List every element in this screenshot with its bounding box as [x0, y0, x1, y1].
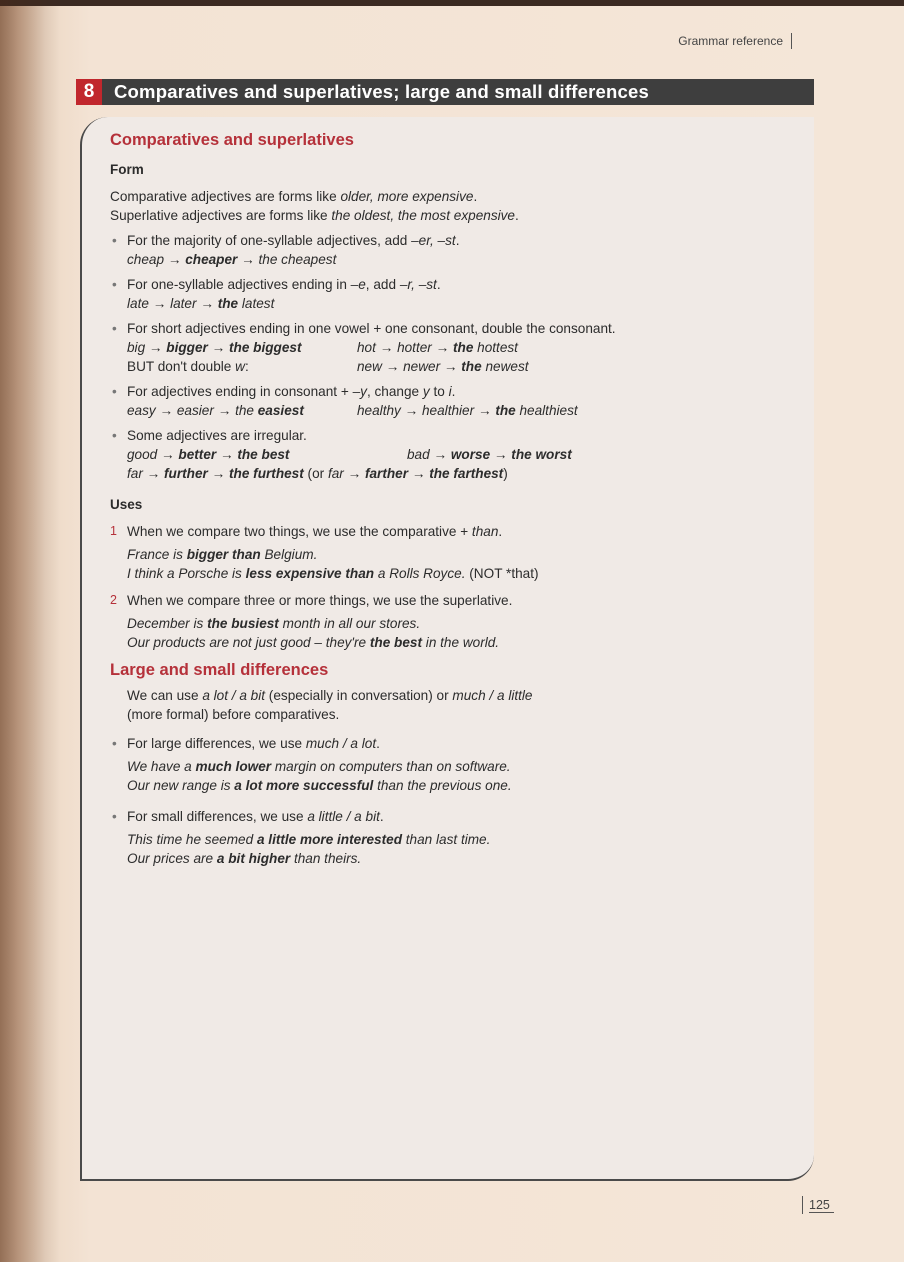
page-top-edge — [0, 0, 904, 6]
arrow-icon: → — [146, 466, 161, 481]
arrow-icon: → — [385, 359, 400, 374]
arrow-icon: → — [404, 403, 419, 418]
list-number: 2 — [110, 593, 117, 607]
section-header-bar — [76, 79, 814, 105]
intro-superlative — [110, 206, 810, 225]
text: • Some adjectives are irregular. — [127, 428, 307, 443]
example-line: late → later → the latest — [127, 296, 275, 311]
arrow-icon: → — [152, 296, 167, 311]
arrow-icon: → — [161, 447, 175, 462]
text: . — [515, 208, 519, 223]
arrow-icon: → — [167, 252, 182, 267]
text: Superlative adjectives are forms like — [110, 208, 332, 223]
text: . — [473, 189, 478, 204]
rule-irregular — [110, 426, 810, 483]
rule-small-differences: • For small differences, we use a little / a bit. This time he seemed a little more interested than last time. Our prices are a bit higher than theirs. — [110, 807, 810, 868]
heading-form: Form — [110, 162, 144, 177]
arrow-icon: → — [211, 340, 226, 355]
example-sentence: This time he seemed a little more interested than last time. — [127, 832, 491, 847]
heading-uses: Uses — [110, 497, 143, 512]
arrow-icon: → — [435, 340, 450, 355]
text: Comparative adjectives are forms like — [110, 189, 341, 204]
text: When we compare three or more things, we use the superlative. — [127, 593, 513, 608]
arrow-icon: → — [217, 403, 232, 418]
arrow-icon: → — [433, 447, 448, 462]
example-sentence: December is the busiest month in all our stores. — [127, 616, 421, 631]
example-row: big → bigger → the biggest hot → hotter → the hottest — [127, 340, 518, 355]
rule-one-syllable — [110, 231, 810, 269]
section-number: 8 — [76, 79, 102, 105]
page-number: 125 — [802, 1196, 834, 1214]
intro-differences: We can use a lot / a bit (especially in conversation) or much / a little (more formal) before comparatives. — [127, 688, 533, 722]
arrow-icon: → — [219, 447, 234, 462]
rule-ending-y: • For adjectives ending in consonant + –y, change y to i. easy → easier → the easiest healthy → healthier → the healthiest — [110, 382, 810, 420]
example-sentence: We have a much lower margin on computers than on software. — [127, 759, 511, 774]
text: • For short adjectives ending in one vowel + one consonant, double the consonant. — [127, 321, 616, 336]
arrow-icon: → — [241, 252, 255, 267]
example-row: BUT don't double w: new → newer → the newest — [127, 359, 529, 374]
heading-large-small: Large and small differences — [110, 661, 329, 679]
arrow-icon: → — [477, 403, 492, 418]
arrow-icon: → — [148, 340, 163, 355]
arrow-icon: → — [159, 403, 174, 418]
arrow-icon: → — [493, 447, 508, 462]
example: the oldest, the most expensive — [331, 208, 515, 223]
example-sentence: Our prices are a bit higher than theirs. — [127, 851, 362, 866]
example-sentence: Our new range is a lot more successful than the previous one. — [127, 778, 512, 793]
example-line: cheap → cheaper → the cheapest — [127, 252, 337, 267]
text: . — [455, 233, 460, 248]
intro-comparative — [110, 187, 810, 206]
rule-large-differences: • For large differences, we use much / a lot. We have a much lower margin on computers than on software. Our new range is a lot more successful than the previous one. — [110, 734, 810, 795]
book-gutter — [0, 0, 60, 1262]
content — [110, 130, 810, 874]
use-superlative — [110, 591, 810, 652]
arrow-icon: → — [200, 296, 214, 311]
running-head: Grammar reference — [678, 33, 792, 49]
example-sentence: I think a Porsche is less expensive than a Rolls Royce. (NOT *that) — [127, 566, 539, 581]
example: older, more expensive — [340, 189, 474, 204]
example-sentence: France is bigger than Belgium. — [127, 547, 318, 562]
list-number: 1 — [110, 524, 117, 538]
heading-comparatives: Comparatives and superlatives — [110, 131, 354, 149]
use-comparative: 1 When we compare two things, we use the comparative + than. France is bigger than Belgium. I think a Porsche is less expensive than a Rolls Royce. (NOT *that) — [110, 522, 810, 583]
arrow-icon: → — [379, 340, 394, 355]
text: For the majority of one-syllable adjectives, add — [127, 233, 412, 248]
arrow-icon: → — [347, 466, 362, 481]
example-sentence: Our products are not just good – they're the best in the world. — [127, 635, 500, 650]
arrow-icon: → — [443, 359, 458, 374]
arrow-icon: → — [211, 466, 226, 481]
example: –er, –st — [411, 233, 456, 248]
example-row: good → better → the best bad → worse → the worst — [127, 447, 572, 462]
rule-double-consonant — [110, 319, 810, 376]
example-row: easy → easier → the easiest healthy → healthier → the healthiest — [127, 403, 578, 418]
arrow-icon: → — [411, 466, 426, 481]
section-title: Comparatives and superlatives; large and small differences — [114, 81, 649, 102]
rule-ending-e: • For one-syllable adjectives ending in –e, add –r, –st. late → later → the latest — [110, 275, 810, 313]
example-line-far: far → further → the furthest (or far → farther → the farthest) — [127, 466, 508, 481]
